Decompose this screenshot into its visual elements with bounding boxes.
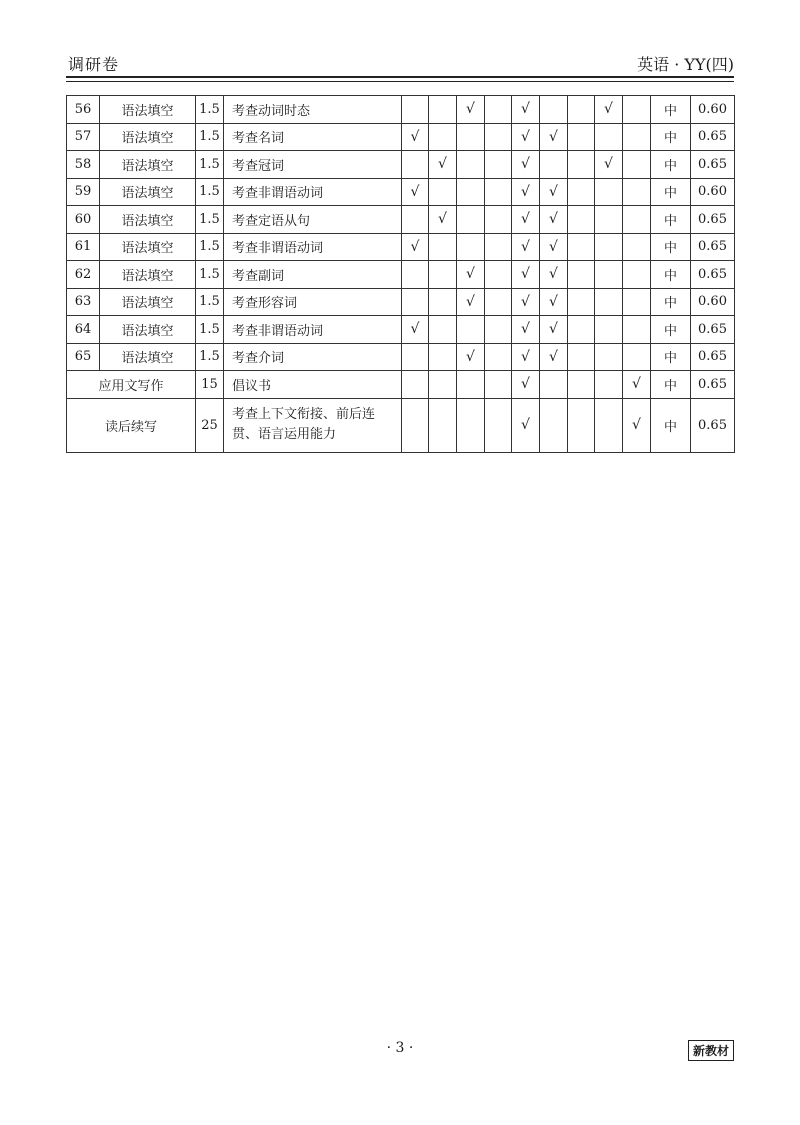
- check-cell: √: [540, 233, 568, 261]
- question-type: 语法填空: [100, 316, 196, 344]
- difficulty-level: 中: [651, 343, 691, 371]
- table-row: [67, 123, 735, 151]
- table-row: [67, 233, 735, 261]
- analysis-table: [66, 95, 735, 453]
- check-cell: √: [512, 261, 540, 289]
- question-number: 56: [67, 96, 100, 124]
- difficulty-level: 中: [651, 288, 691, 316]
- check-cell: √: [512, 151, 540, 179]
- check-cell: [540, 371, 568, 399]
- question-number: 60: [67, 206, 100, 234]
- difficulty-value: 0.60: [691, 96, 735, 124]
- check-cell: √: [512, 343, 540, 371]
- check-cell: √: [457, 343, 485, 371]
- check-cell: √: [512, 123, 540, 151]
- question-number: 59: [67, 178, 100, 206]
- question-number: 65: [67, 343, 100, 371]
- score: 1.5: [196, 178, 224, 206]
- check-cell: [595, 233, 623, 261]
- question-type: 语法填空: [100, 151, 196, 179]
- score: 1.5: [196, 151, 224, 179]
- edition-badge: 新教材: [688, 1040, 734, 1061]
- difficulty-level: 中: [651, 206, 691, 234]
- check-cell: [457, 123, 485, 151]
- check-cell: √: [540, 206, 568, 234]
- check-cell: √: [540, 316, 568, 344]
- difficulty-value: 0.65: [691, 233, 735, 261]
- question-type: 语法填空: [100, 288, 196, 316]
- check-cell: [595, 371, 623, 399]
- check-cell: [568, 261, 595, 289]
- check-cell: [595, 288, 623, 316]
- check-cell: √: [540, 288, 568, 316]
- check-cell: [429, 316, 457, 344]
- check-cell: [595, 316, 623, 344]
- check-cell: √: [457, 288, 485, 316]
- check-cell: √: [540, 123, 568, 151]
- check-cell: √: [429, 206, 457, 234]
- question-number: 64: [67, 316, 100, 344]
- description: 考查动词时态: [224, 96, 402, 124]
- question-number: 58: [67, 151, 100, 179]
- check-cell: [457, 316, 485, 344]
- check-cell: [595, 123, 623, 151]
- check-cell: [623, 233, 651, 261]
- check-cell: [429, 398, 457, 452]
- difficulty-value: 0.65: [691, 343, 735, 371]
- check-cell: [402, 96, 429, 124]
- table-row: [67, 151, 735, 179]
- check-cell: √: [402, 178, 429, 206]
- question-type: 语法填空: [100, 233, 196, 261]
- question-number: 61: [67, 233, 100, 261]
- check-cell: [429, 288, 457, 316]
- check-cell: [485, 261, 512, 289]
- description: 考查名词: [224, 123, 402, 151]
- check-cell: [429, 371, 457, 399]
- check-cell: [457, 206, 485, 234]
- check-cell: [568, 151, 595, 179]
- check-cell: [457, 371, 485, 399]
- check-cell: [568, 316, 595, 344]
- check-cell: [568, 96, 595, 124]
- check-cell: [485, 206, 512, 234]
- table-row: [67, 178, 735, 206]
- check-cell: [568, 288, 595, 316]
- check-cell: [540, 151, 568, 179]
- score: 25: [196, 398, 224, 452]
- check-cell: √: [429, 151, 457, 179]
- check-cell: [457, 233, 485, 261]
- check-cell: √: [595, 151, 623, 179]
- check-cell: [568, 371, 595, 399]
- difficulty-level: 中: [651, 371, 691, 399]
- table-row: [67, 398, 735, 452]
- difficulty-value: 0.65: [691, 261, 735, 289]
- check-cell: [485, 288, 512, 316]
- check-cell: [623, 288, 651, 316]
- description: 倡议书: [224, 371, 402, 399]
- check-cell: [457, 151, 485, 179]
- question-type: 语法填空: [100, 206, 196, 234]
- score: 1.5: [196, 261, 224, 289]
- score: 1.5: [196, 343, 224, 371]
- table-body: [67, 96, 735, 453]
- check-cell: √: [512, 233, 540, 261]
- page-number: · 3 ·: [386, 1040, 414, 1056]
- question-type: 语法填空: [100, 123, 196, 151]
- check-cell: [540, 96, 568, 124]
- score: 1.5: [196, 206, 224, 234]
- question-type: 应用文写作: [67, 371, 196, 399]
- question-number: 57: [67, 123, 100, 151]
- check-cell: [595, 261, 623, 289]
- check-cell: [568, 178, 595, 206]
- check-cell: [595, 398, 623, 452]
- check-cell: [402, 151, 429, 179]
- score: 1.5: [196, 123, 224, 151]
- table-row: [67, 96, 735, 124]
- check-cell: √: [457, 261, 485, 289]
- check-cell: [485, 178, 512, 206]
- check-cell: [623, 151, 651, 179]
- check-cell: √: [540, 343, 568, 371]
- difficulty-value: 0.65: [691, 206, 735, 234]
- check-cell: [623, 178, 651, 206]
- check-cell: [402, 371, 429, 399]
- difficulty-value: 0.60: [691, 178, 735, 206]
- check-cell: √: [512, 178, 540, 206]
- check-cell: [595, 343, 623, 371]
- check-cell: [595, 178, 623, 206]
- question-type: 语法填空: [100, 343, 196, 371]
- check-cell: √: [623, 371, 651, 399]
- description: 考查副词: [224, 261, 402, 289]
- check-cell: [485, 316, 512, 344]
- check-cell: [457, 178, 485, 206]
- score: 15: [196, 371, 224, 399]
- check-cell: √: [402, 316, 429, 344]
- difficulty-value: 0.65: [691, 371, 735, 399]
- question-number: 63: [67, 288, 100, 316]
- check-cell: √: [457, 96, 485, 124]
- check-cell: √: [623, 398, 651, 452]
- question-type: 语法填空: [100, 261, 196, 289]
- check-cell: [485, 123, 512, 151]
- header-rule-thin: [66, 81, 734, 82]
- check-cell: [402, 206, 429, 234]
- difficulty-value: 0.65: [691, 151, 735, 179]
- check-cell: √: [540, 178, 568, 206]
- check-cell: [568, 343, 595, 371]
- score: 1.5: [196, 316, 224, 344]
- check-cell: [540, 398, 568, 452]
- table-row: [67, 371, 735, 399]
- question-type: 读后续写: [67, 398, 196, 452]
- check-cell: [429, 261, 457, 289]
- difficulty-value: 0.65: [691, 316, 735, 344]
- check-cell: √: [402, 123, 429, 151]
- table-row: [67, 343, 735, 371]
- difficulty-value: 0.65: [691, 398, 735, 452]
- description: 考查介词: [224, 343, 402, 371]
- check-cell: [568, 206, 595, 234]
- difficulty-level: 中: [651, 316, 691, 344]
- check-cell: [402, 343, 429, 371]
- difficulty-level: 中: [651, 151, 691, 179]
- description: 考查非谓语动词: [224, 316, 402, 344]
- question-type: 语法填空: [100, 96, 196, 124]
- check-cell: [623, 96, 651, 124]
- table-row: [67, 288, 735, 316]
- description: 考查定语从句: [224, 206, 402, 234]
- score: 1.5: [196, 96, 224, 124]
- check-cell: √: [512, 206, 540, 234]
- check-cell: [568, 123, 595, 151]
- check-cell: [623, 343, 651, 371]
- check-cell: [623, 261, 651, 289]
- description: 考查上下文衔接、前后连贯、语言运用能力: [224, 398, 402, 452]
- check-cell: [402, 398, 429, 452]
- score: 1.5: [196, 288, 224, 316]
- check-cell: [402, 288, 429, 316]
- check-cell: [623, 123, 651, 151]
- table-row: [67, 316, 735, 344]
- difficulty-level: 中: [651, 233, 691, 261]
- header-subject: 英语 · YY(四): [637, 55, 734, 74]
- check-cell: [568, 233, 595, 261]
- check-cell: √: [540, 261, 568, 289]
- difficulty-level: 中: [651, 178, 691, 206]
- check-cell: [623, 206, 651, 234]
- check-cell: √: [512, 371, 540, 399]
- difficulty-level: 中: [651, 123, 691, 151]
- check-cell: [485, 151, 512, 179]
- description: 考查形容词: [224, 288, 402, 316]
- check-cell: [429, 96, 457, 124]
- check-cell: √: [402, 233, 429, 261]
- question-type: 语法填空: [100, 178, 196, 206]
- check-cell: [595, 206, 623, 234]
- check-cell: [485, 398, 512, 452]
- difficulty-level: 中: [651, 398, 691, 452]
- difficulty-level: 中: [651, 261, 691, 289]
- check-cell: [485, 96, 512, 124]
- table-row: [67, 261, 735, 289]
- table-row: [67, 206, 735, 234]
- check-cell: [568, 398, 595, 452]
- check-cell: [457, 398, 485, 452]
- check-cell: √: [595, 96, 623, 124]
- description: 考查非谓语动词: [224, 178, 402, 206]
- question-number: 62: [67, 261, 100, 289]
- header-rule-thick: [66, 76, 734, 78]
- difficulty-level: 中: [651, 96, 691, 124]
- check-cell: [429, 178, 457, 206]
- check-cell: √: [512, 288, 540, 316]
- check-cell: √: [512, 96, 540, 124]
- description: 考查冠词: [224, 151, 402, 179]
- check-cell: [485, 233, 512, 261]
- check-cell: [485, 343, 512, 371]
- check-cell: [429, 343, 457, 371]
- check-cell: [429, 233, 457, 261]
- check-cell: [485, 371, 512, 399]
- check-cell: √: [512, 398, 540, 452]
- difficulty-value: 0.60: [691, 288, 735, 316]
- score: 1.5: [196, 233, 224, 261]
- check-cell: [623, 316, 651, 344]
- description: 考查非谓语动词: [224, 233, 402, 261]
- check-cell: [402, 261, 429, 289]
- header-title: 调研卷: [68, 55, 120, 74]
- check-cell: √: [512, 316, 540, 344]
- check-cell: [429, 123, 457, 151]
- difficulty-value: 0.65: [691, 123, 735, 151]
